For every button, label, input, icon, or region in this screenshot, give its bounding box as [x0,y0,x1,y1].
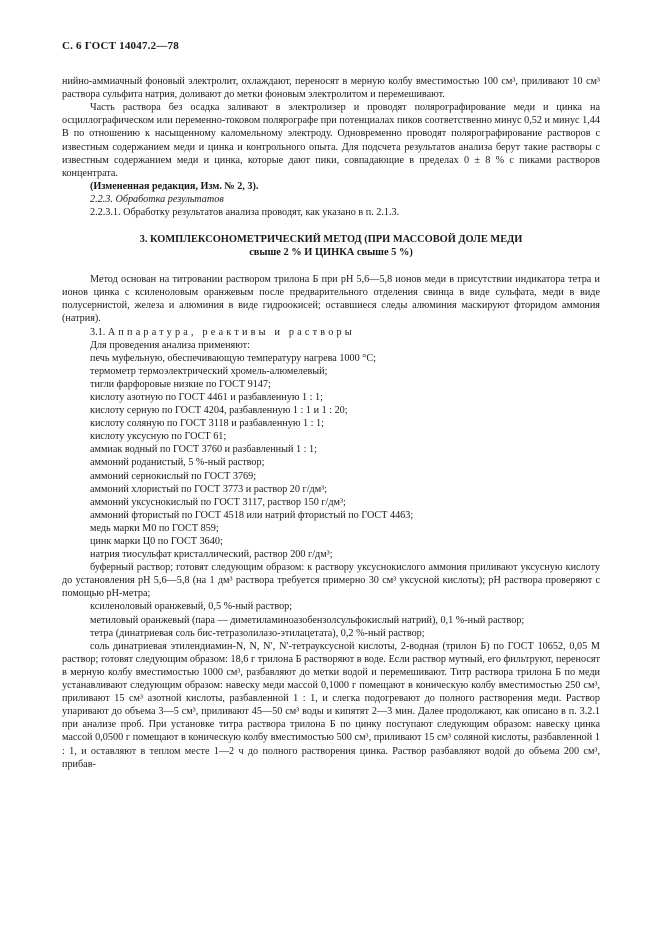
paragraph: ксиленоловый оранжевый, 0,5 %-ный раствор; [90,601,293,613]
reagent-list [62,339,600,562]
list-item: цинк марки Ц0 по ГОСТ 3640; [90,536,223,547]
section-title-line: свыше 2 % И ЦИНКА свыше 5 %) [249,247,413,259]
list-item: кислоту соляную по ГОСТ 3118 и разбавленную 1 : 1; [90,418,324,430]
list-item: Для проведения анализа применяют: [90,339,250,351]
list-item: печь муфельную, обеспечивающую температуру нагрева 1000 °С; [90,352,376,364]
list-item: медь марки М0 по ГОСТ 859; [90,522,219,534]
list-item: аммоний уксуснокислый по ГОСТ 3117, раствор 150 г/дм³; [90,496,346,508]
paragraph: тетра (динатриевая соль бис-тетразолилазо-этилацетата), 0,2 %-ный раствор; [90,627,425,639]
page-header: С. 6 ГОСТ 14047.2—78 [62,40,179,52]
amendment-note: (Измененная редакция, Изм. № 2, 3). [90,180,259,192]
list-item: аммоний хлористый по ГОСТ 3773 и раствор 20 г/дм³; [90,483,328,495]
list-item: термометр термоэлектрический хромель-алюмелевый; [90,365,328,377]
paragraph: буферный раствор; готовят следующим образом: к раствору уксуснокислого аммония приливают уксусную кислоту до установления pH 5,6—5,8 (на 1 дм³ раствора требуется примерно 30 см³ уксусной кислоты); pH раствора проверяют с помощью pH-метра; [62,562,600,600]
paragraph: соль динатриевая этилендиамин-N, N, N′, N′-тетрауксусной кислоты, 2-водная (трилон Б) по ГОСТ 10652, 0,05 М раствор; готовят следующим образом: 18,6 г трилона Б растворяют в воде. Если раствор мутный, его фильтруют, переносят в мерную колбу вместимостью 1000 см³, разбавляют до метки водой и перемешивают. Титр раствора трилона Б по меди устанавливают следующим образом: навеску меди массой 0,1000 г помещают в коническую колбу вместимостью 250 см³, приливают 15 см³ азотной кислоты, разбавленной 1 : 1, и слегка подогревают до полного растворения меди. Раствор упаривают до объема 3—5 см³, приливают 45—50 см³ воды и кипятят 2—3 мин. Далее продолжают, как описано в п. 3.2.1 при анализе проб. При установке титра раствора трилона Б по цинку поступают следующим образом: навеску цинка массой 0,0500 г помещают в коническую колбу вместимостью 500 см³, приливают 15 см³ соляной кислоты, разбавленной 1 : 1, и оставляют в теплом месте 1—2 ч до полного растворения цинка. Раствор разбавляют водой до объема 200 см³, прибав- [62,640,600,770]
list-item: аммиак водный по ГОСТ 3760 и разбавленный 1 : 1; [90,444,317,456]
section-title-line: 3. КОМПЛЕКСОНОМЕТРИЧЕСКИЙ МЕТОД (ПРИ МАССОВОЙ ДОЛЕ МЕДИ [139,234,523,246]
subsection-heading: 2.2.3. Обработка результатов [90,193,224,205]
subsection-number: 3.1. [90,326,106,338]
list-item: кислоту азотную по ГОСТ 4461 и разбавленную 1 : 1; [90,391,323,403]
list-item: кислоту серную по ГОСТ 4204, разбавленную 1 : 1 и 1 : 20; [90,405,348,417]
list-item: кислоту уксусную по ГОСТ 61; [90,431,227,443]
subsection-heading [62,326,600,339]
list-item: аммоний сернокислый по ГОСТ 3769; [90,470,257,482]
section-title [62,233,600,259]
paragraph: нийно-аммиачный фоновый электролит, охлаждают, переносят в мерную колбу вместимостью 100 см³, приливают 10 см³ раствора сульфита натрия, доливают до метки фоновым электролитом и перемешивают. [62,76,600,101]
list-item: тигли фарфоровые низкие по ГОСТ 9147; [90,378,271,390]
list-item: натрия тиосульфат кристаллический, раствор 200 г/дм³; [90,549,333,561]
document-page [62,40,600,771]
paragraph: Часть раствора без осадка заливают в электролизер и проводят полярографирование меди и цинка на осциллографическом или переменно-токовом полярографе при потенциалах пиков соответственно минус 0,52 и минус 1,44 В по отношению к насыщенному каломельному электроду. Одновременно проводят полярографирование растворов с известным содержанием меди и цинка и контрольного опыта. Для подсчета результатов анализа берут такие растворы с известным содержанием меди и цинка, которые дают пики, совпадающие в пределах 0 ± 8 % с пиками растворов концентрата. [62,102,600,179]
paragraph: 2.2.3.1. Обработку результатов анализа проводят, как указано в п. 2.1.3. [90,207,400,219]
subsection-title: Аппаратура, реактивы и растворы [107,326,355,338]
paragraph: метиловый оранжевый (пара — диметиламиноазобензолсульфокислый натрий), 0,1 %-ный раствор; [90,614,525,626]
method-intro: Метод основан на титровании раствором трилона Б при pH 5,6—5,8 ионов меди в присутствии индикатора тетра и ионов цинка с ксиленоловым оранжевым после предварительного отделения свинца в виде сульфата, меди в виде полусернистой, железа и алюминия в виде гидроокисей; оставшиеся следы алюминия маскируют фторидом аммония (натрия). [62,274,600,325]
list-item: аммоний роданистый, 5 %-ный раствор; [90,457,265,469]
list-item: аммоний фтористый по ГОСТ 4518 или натрий фтористый по ГОСТ 4463; [90,509,414,521]
